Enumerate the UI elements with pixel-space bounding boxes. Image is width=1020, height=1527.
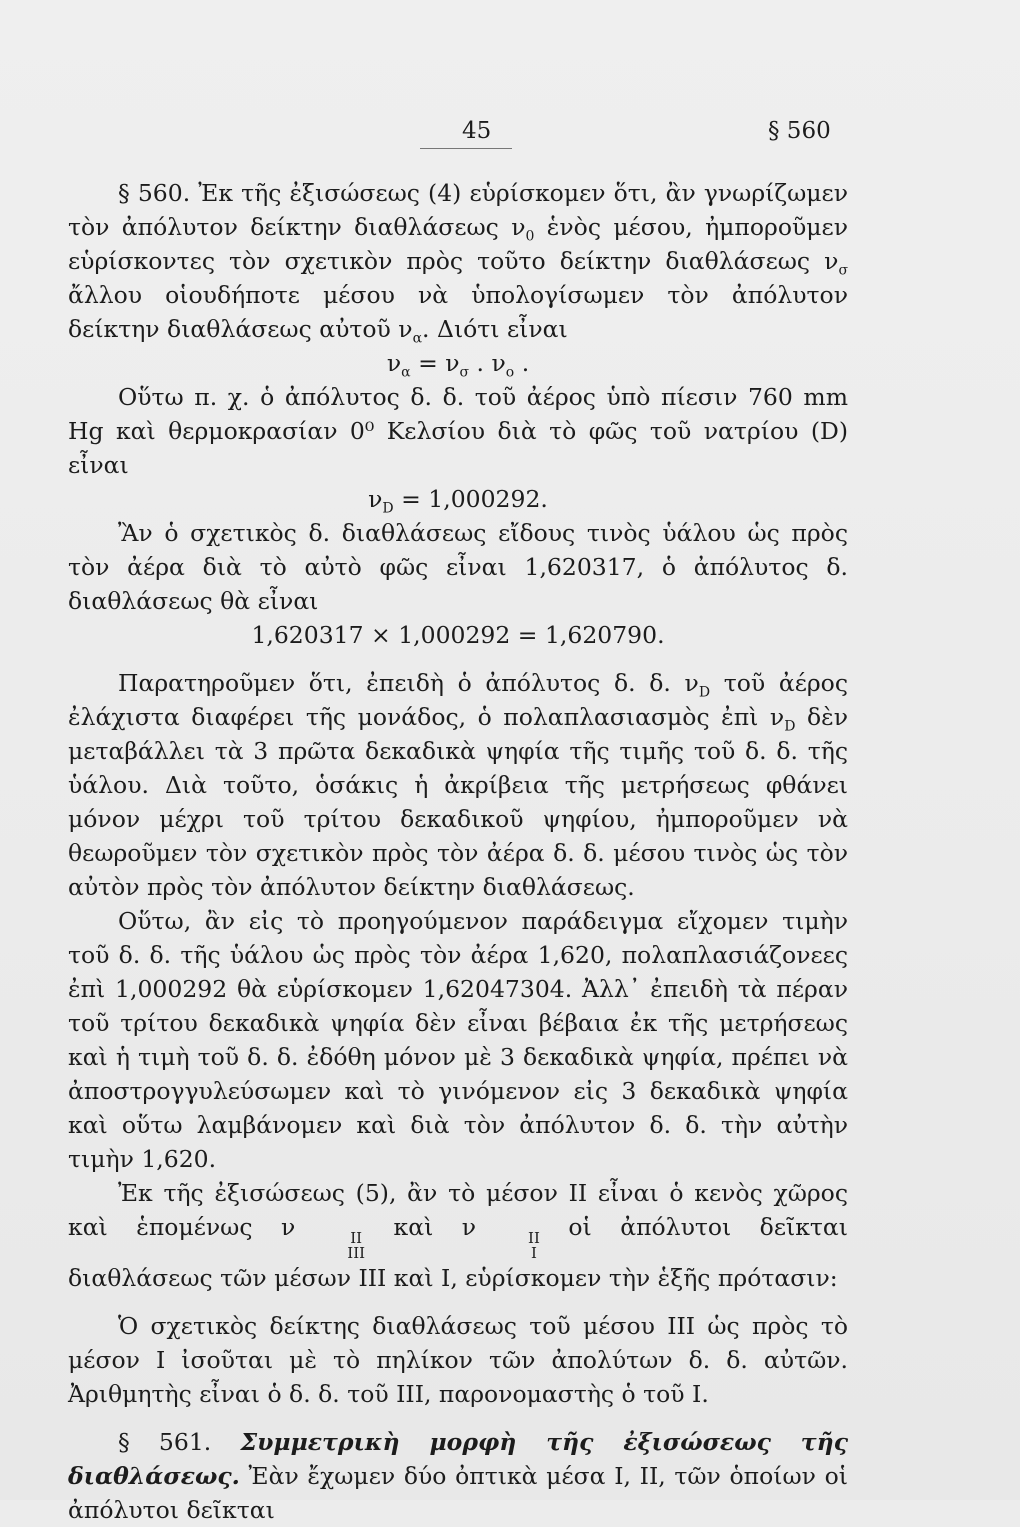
paragraph-equation-5: Ἐκ τῆς ἐξισώσεως (5), ἂν τὸ μέσον II εἶναι ὁ κενὸς χῶρος καὶ ἑπομένως ν II III καὶ ν II I οἱ ἀπόλυτοι δεῖκται διαθλάσεως τῶν μέσων III καὶ I, εὑρίσκομεν τὴν ἑξῆς πρότασιν: — [68, 1179, 848, 1293]
equation-air-index: $\nu_D = 1,000292$. — [368, 485, 548, 517]
nu-II-I-indices: II I — [528, 1229, 540, 1263]
page-number: 45 — [462, 118, 492, 144]
section-561-heading: Συμμετρικὴ μορφὴ τῆς ἐξισώσεως τῆς διαθλάσεως. — [68, 1428, 849, 1491]
paragraph-observation: Παρατηροῦμεν ὅτι, ἐπειδὴ ὁ ἀπόλυτος δ. δ. $\nu_D$ τοῦ ἀέρος ἐλάχιστα διαφέρει τῆς μονάδος, ὁ πολαπλασιασμὸς ἐπὶ $\nu_D$ δὲν μεταβάλλει τὰ 3 πρῶτα δεκαδικὰ ψηφία τῆς τιμῆς τοῦ δ. δ. τῆς ὑάλου. Διὰ τοῦτο, ὁσάκις ἡ ἀκρίβεια τῆς μετρήσεως φθάνει μόνον μέχρι τοῦ τρίτου δεκαδικοῦ ψηφίου, ἠμποροῦμεν νὰ θεωροῦμεν τὸν σχετικὸν πρὸς τὸν ἀέρα δ. δ. μέσου τινὸς ὡς τὸν αὐτὸν πρὸς τὸν ἀπόλυτον δείκτην διαθλάσεως. — [68, 669, 849, 901]
section-561-number: § 561. — [118, 1428, 241, 1457]
running-section-mark: § 560 — [768, 118, 831, 144]
header-rule — [420, 148, 512, 149]
paragraph-glass-example: Ἂν ὁ σχετικὸς δ. διαθλάσεως εἴδους τινὸς ὑάλου ὡς πρὸς τὸν ἀέρα διὰ τὸ αὐτὸ φῶς εἶναι 1,620317, ὁ ἀπόλυτος δ. διαθλάσεως θὰ εἶναι — [68, 519, 848, 615]
paragraph-air-example: Οὕτω π. χ. ὁ ἀπόλυτος δ. δ. τοῦ ἀέρος ὑπὸ πίεσιν 760 mm Hg καὶ θερμοκρασίαν 0⁰ Κελσίου διὰ τὸ φῶς τοῦ νατρίου (D) εἶναι — [68, 383, 848, 479]
equation-glass-product: 1,620317 × 1,000292 = 1,620790. — [251, 621, 665, 649]
page-header — [0, 118, 1020, 158]
equation-absolute-index: $\nu_\alpha = \nu_\sigma$ . $\nu_o$ . — [386, 349, 530, 381]
paragraph-560-intro: § 560. Ἐκ τῆς ἐξισώσεως (4) εὑρίσκομεν ὅτι, ἂν γνωρίζωμεν τὸν ἀπόλυτον δείκτην διαθλάσεως $\nu_0$ ἑνὸς μέσου, ἠμποροῦμεν εὑρίσκοντες τὸν σχετικὸν πρὸς τοῦτο δείκτην διαθλάσεως $\nu_\sigma$ ἄλλου οἱουδήποτε μέσου νὰ ὑπολογίσωμεν τὸν ἀπόλυτον δείκτην διαθλάσεως αὐτοῦ $\nu_\alpha$. Διότι εἶναι — [68, 179, 849, 347]
paragraph-rounding: Οὕτω, ἂν εἰς τὸ προηγούμενον παράδειγμα εἴχομεν τιμὴν τοῦ δ. δ. τῆς ὑάλου ὡς πρὸς τὸν ἀέρα 1,620, πολαπλασιάζονεες ἐπὶ 1,000292 θὰ εὑρίσκομεν 1,62047304. Ἀλλ᾽ ἐπειδὴ τὰ πέραν τοῦ τρίτου δεκαδικὰ ψηφία δὲν εἶναι βέβαια ἐκ τῆς μετρήσεως καὶ ἡ τιμὴ τοῦ δ. δ. ἐδόθη μόνον μὲ 3 δεκαδικὰ ψηφία, πρέπει νὰ ἀποστρογγυλεύσωμεν καὶ τὸ γινόμενον εἰς 3 δεκαδικὰ ψηφία καὶ οὕτω λαμβάνομεν καὶ διὰ τὸν ἀπόλυτον δ. δ. τὴν αὐτὴν τιμὴν 1,620. — [68, 907, 848, 1173]
nu-II-III-indices: II III — [347, 1229, 366, 1263]
paragraph-proposition: Ὁ σχετικὸς δείκτης διαθλάσεως τοῦ μέσου III ὡς πρὸς τὸ μέσον I ἰσοῦται μὲ τὸ πηλίκον τῶν ἀπολύτων δ. δ. αὐτῶν. Ἀριθμητὴς εἶναι ὁ δ. δ. τοῦ III, παρονομαστὴς ὁ τοῦ I. — [68, 1312, 848, 1409]
paragraph-561: § 561. Συμμετρικὴ μορφὴ τῆς ἐξισώσεως τῆς διαθλάσεως. Ἐὰν ἔχωμεν δύο ὀπτικὰ μέσα I, II, τῶν ὁποίων οἱ ἀπόλυτοι δεῖκται — [68, 1428, 849, 1525]
body-text — [68, 176, 848, 1527]
